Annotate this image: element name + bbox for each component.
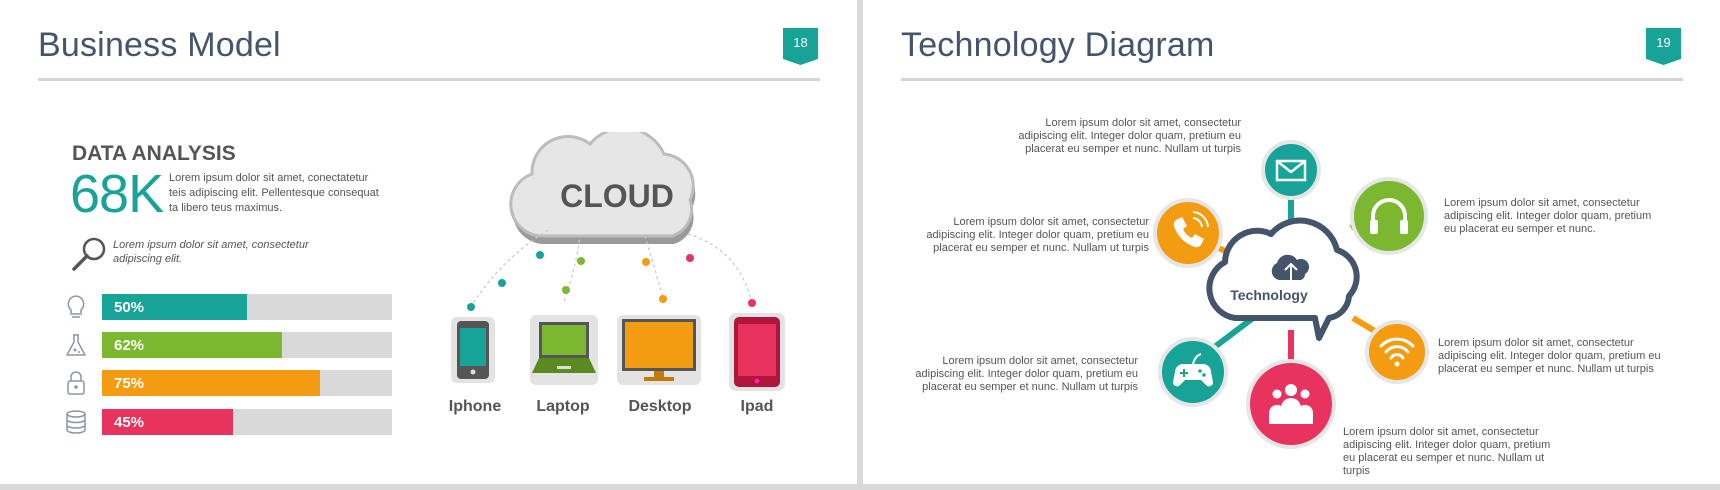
- text-left-lower: Lorem ipsum dolor sit amet, consectetur adipiscing elit. Integer dolor quam, pretium eu placerat eu semper et nunc. Nullam ut turpis: [915, 355, 1138, 393]
- desktop-device: [616, 314, 702, 386]
- data-analysis-title: DATA ANALYSIS: [72, 142, 236, 165]
- gamepad-node: [1160, 339, 1226, 405]
- slide-title: Business Model: [38, 26, 281, 64]
- progress-label: 50%: [114, 299, 145, 316]
- people-node: [1248, 361, 1334, 447]
- laptop-device: [529, 314, 599, 386]
- slide-title: Technology Diagram: [901, 26, 1215, 64]
- text-left-upper: Lorem ipsum dolor sit amet, consectetur adipiscing elit. Integer dolor quam, pretium eu placerat eu semper et nunc. Nullam ut turpis: [926, 216, 1149, 254]
- big-number: 68K: [70, 164, 164, 224]
- cloud-label: CLOUD: [560, 178, 674, 214]
- progress-track: [102, 409, 392, 435]
- phone-node: [1155, 200, 1221, 266]
- text-bottom: Lorem ipsum dolor sit amet, consectetur adipiscing elit. Integer dolor quam, pretium eu placerat eu semper et nunc. Nullam ut turpis: [1343, 426, 1551, 477]
- progress-label: 62%: [114, 337, 145, 354]
- iphone-device: [450, 316, 496, 384]
- slide-business-model: [0, 0, 857, 484]
- progress-track: [102, 332, 392, 358]
- page-number-badge: [783, 28, 818, 65]
- page-number: 19: [1656, 35, 1671, 50]
- database-icon: [63, 409, 89, 435]
- device-label: Iphone: [448, 398, 502, 415]
- progress-track: [102, 370, 392, 396]
- slide-technology-diagram: [863, 0, 1720, 484]
- page-number: 18: [793, 35, 808, 50]
- ipad-device: [728, 312, 786, 392]
- search-icon: [70, 236, 108, 272]
- progress-track: [102, 294, 392, 320]
- text-top: Lorem ipsum dolor sit amet, consectetur adipiscing elit. Integer dolor quam, pretium eu placerat eu semper et nunc. Nullam ut turpis: [1018, 117, 1241, 155]
- progress-label: 45%: [114, 414, 145, 431]
- flask-icon: [63, 332, 89, 358]
- device-label: Ipad: [740, 398, 774, 415]
- italic-note: Lorem ipsum dolor sit amet, consectetur adipiscing elit.: [113, 239, 309, 265]
- headphones-node: [1352, 179, 1426, 253]
- big-number-description: Lorem ipsum dolor sit amet, conectatetur teis adipiscing elit. Pellentesque consequat ta libero teus maximus.: [169, 172, 379, 214]
- progress-label: 75%: [114, 375, 145, 392]
- email-node: [1263, 142, 1319, 198]
- center-label: Technology: [1230, 287, 1308, 303]
- cloud-connectors: [440, 230, 780, 320]
- text-right-lower: Lorem ipsum dolor sit amet, consectetur adipiscing elit. Integer dolor quam, pretium eu placerat eu semper et nunc. Nullam ut turpis: [1438, 337, 1661, 375]
- device-label: Desktop: [628, 398, 692, 415]
- text-right-upper: Lorem ipsum dolor sit amet, consectetur adipiscing elit. Integer dolor quam, pretium eu placerat eu semper et nunc.: [1444, 197, 1652, 235]
- title-divider: [38, 78, 820, 81]
- lock-icon: [63, 370, 89, 396]
- lightbulb-icon: [63, 294, 89, 320]
- device-label: Laptop: [536, 398, 590, 415]
- wifi-node: [1367, 322, 1427, 382]
